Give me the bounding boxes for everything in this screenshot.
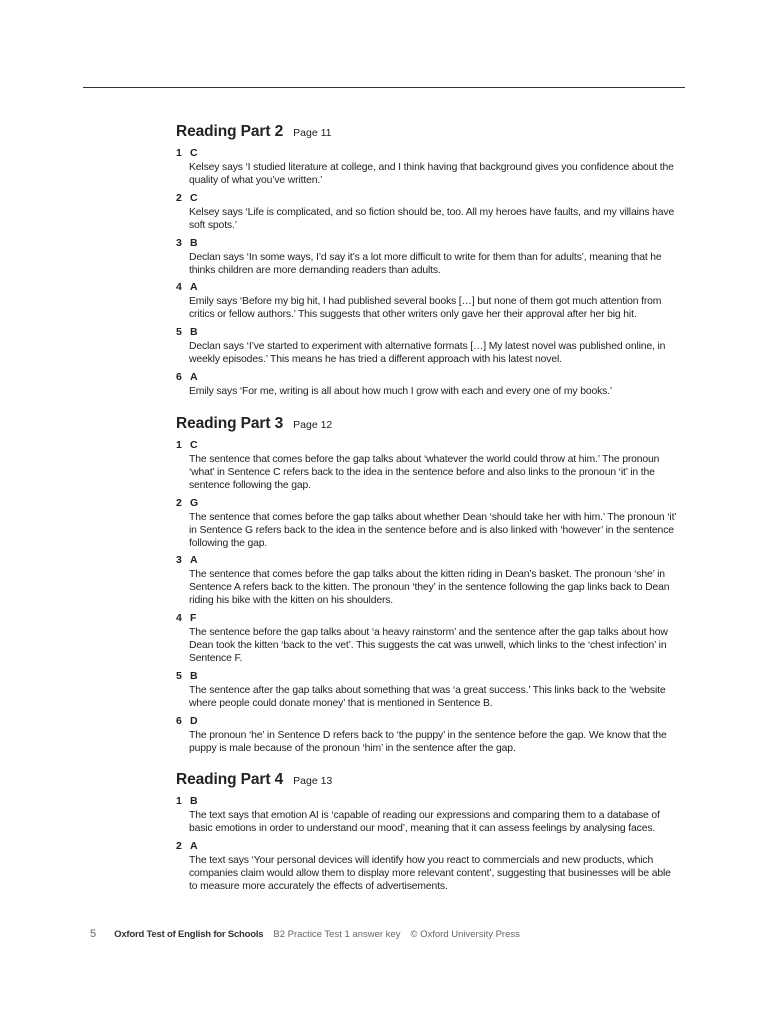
section-page-ref: Page 11: [293, 127, 332, 139]
answer-item-head: [176, 147, 680, 160]
answer-item-head: [176, 670, 680, 683]
section-4: [176, 771, 680, 894]
answer-item-head: [176, 554, 680, 567]
answer-explanation: The sentence that comes before the gap talks about the kitten riding in Dean’s basket. The pronoun ‘she’ in Sentence A refers back to the kitten. The pronoun ‘they’ in the sentence following the gap links back to Dean riding his bike with the kitten on his shoulders.: [189, 569, 670, 607]
answer-number: 2: [176, 496, 182, 509]
answer-item-head: [176, 497, 680, 510]
top-rule: [83, 87, 685, 88]
answer-letter: D: [190, 714, 198, 727]
footer-page-number: 5: [90, 928, 97, 940]
answer-number: 6: [176, 371, 182, 384]
answer-explanation: Declan says ‘I’ve started to experiment with alternative formats […] My latest novel was published online, in weekly episodes.’ This means he has tried a different approach with his latest novel.: [189, 341, 666, 366]
answer-item-head: [176, 715, 680, 728]
answer-item-head: [176, 439, 680, 452]
answer-explanation: Declan says ‘In some ways, I’d say it’s a lot more difficult to write for them than for adults’, meaning that he thinks children are more demanding readers than adults.: [189, 251, 662, 276]
page-footer: [90, 928, 520, 940]
answer-item-head: [176, 237, 680, 250]
answer-explanation: Emily says ‘For me, writing is all about how much I grow with each and every one of my books.’: [189, 386, 613, 398]
answer-item-head: [176, 281, 680, 294]
footer-document-title: B2 Practice Test 1 answer key: [273, 929, 401, 940]
answer-explanation: The text says that emotion AI is ‘capable of reading our expressions and comparing them to a database of basic emotions in order to understand our mood’, meaning that it can assess feelings by analysing faces.: [189, 810, 660, 835]
answer-explanation: Kelsey says ‘I studied literature at college, and I think having that background gives you confidence about the quality of what you’ve written.’: [189, 162, 674, 186]
section-page-ref: Page 13: [293, 775, 333, 788]
answer-item-head: [176, 795, 680, 808]
answer-letter: A: [190, 840, 198, 853]
footer-brand: Oxford Test of English for Schools: [114, 929, 264, 940]
answer-explanation: Emily says ‘Before my big hit, I had published several books […] but none of them got much attention from critics or fellow authors.’ This suggests that other writers only gave her their approval after her big hit.: [189, 296, 662, 321]
answer-explanation: The pronoun ‘he’ in Sentence D refers back to ‘the puppy’ in the sentence before the gap. We know that the puppy is male because of the pronoun ‘him’ in the sentence after the gap.: [189, 729, 667, 754]
answer-letter: G: [190, 496, 199, 509]
answer-number: 1: [176, 147, 182, 159]
answer-explanation: The sentence that comes before the gap talks about whether Dean ‘should take her with him.’ The pronoun ‘it’ in Sentence G refers back to the idea in the sentence before and is also linked with ‘however’ in the sentence following the gap.: [189, 511, 677, 549]
answer-number: 5: [176, 326, 182, 339]
section-page-ref: Page 12: [293, 418, 333, 431]
section-2: [176, 123, 680, 399]
answer-number: 1: [176, 438, 182, 451]
answer-explanation: The sentence after the gap talks about something that was ‘a great success.’ This links back to the ‘website where people could donate money’ that is mentioned in Sentence B.: [189, 684, 666, 709]
footer-copyright: © Oxford University Press: [410, 929, 520, 940]
answer-number: 5: [176, 669, 182, 682]
answer-letter: A: [190, 371, 198, 384]
answer-letter: B: [190, 795, 198, 808]
answer-explanation: The sentence that comes before the gap talks about ‘whatever the world could throw at him.’ The pronoun ‘what’ in Sentence C refers back to the idea in the sentence before and also links to the pronoun ‘it’ in the sentence following the gap.: [189, 453, 660, 491]
answer-letter: C: [190, 438, 198, 451]
answer-item-head: [176, 371, 680, 384]
answer-letter: C: [190, 191, 198, 204]
answer-item-head: [176, 612, 680, 625]
answer-letter: B: [190, 669, 198, 682]
answer-number: 4: [176, 612, 182, 625]
answer-number: 2: [176, 191, 182, 204]
answer-explanation: The sentence before the gap talks about ‘a heavy rainstorm’ and the sentence after the gap talks about how Dean took the kitten ‘back to the vet’. This suggests the cat was unwell, which links to the ‘chest infection’ in Sentence F.: [189, 627, 668, 664]
answer-letter: A: [190, 281, 198, 294]
answer-letter: F: [190, 612, 197, 625]
section-title: Reading Part 4: [176, 771, 284, 789]
answer-letter: C: [190, 147, 198, 159]
answer-number: 6: [176, 714, 182, 727]
answer-number: 1: [176, 795, 182, 808]
section-heading: [176, 123, 680, 147]
answer-letter: B: [190, 236, 198, 249]
answer-explanation: Kelsey says ‘Life is complicated, and so fiction should be, too. All my heroes have faults, and my villains have soft spots.’: [189, 206, 675, 231]
answer-number: 3: [176, 554, 182, 567]
answer-item-head: [176, 840, 680, 853]
section-heading: [176, 415, 680, 439]
answer-letter: B: [190, 326, 198, 339]
answer-number: 3: [176, 236, 182, 249]
answer-letter: A: [190, 554, 198, 567]
section-title: Reading Part 3: [176, 414, 284, 432]
answer-item-head: [176, 326, 680, 339]
section-heading: [176, 771, 680, 795]
answer-number: 4: [176, 281, 182, 294]
answer-item-head: [176, 192, 680, 205]
answer-key-content: [176, 123, 680, 910]
answer-explanation: The text says ‘Your personal devices will identify how you react to commercials and new products, which companies claim would allow them to display more relevant content’, suggesting that businesses will be able to measure more accurately the effects of advertisements.: [189, 855, 671, 893]
section-3: [176, 415, 680, 756]
answer-number: 2: [176, 840, 182, 853]
section-title: Reading Part 2: [176, 123, 284, 140]
